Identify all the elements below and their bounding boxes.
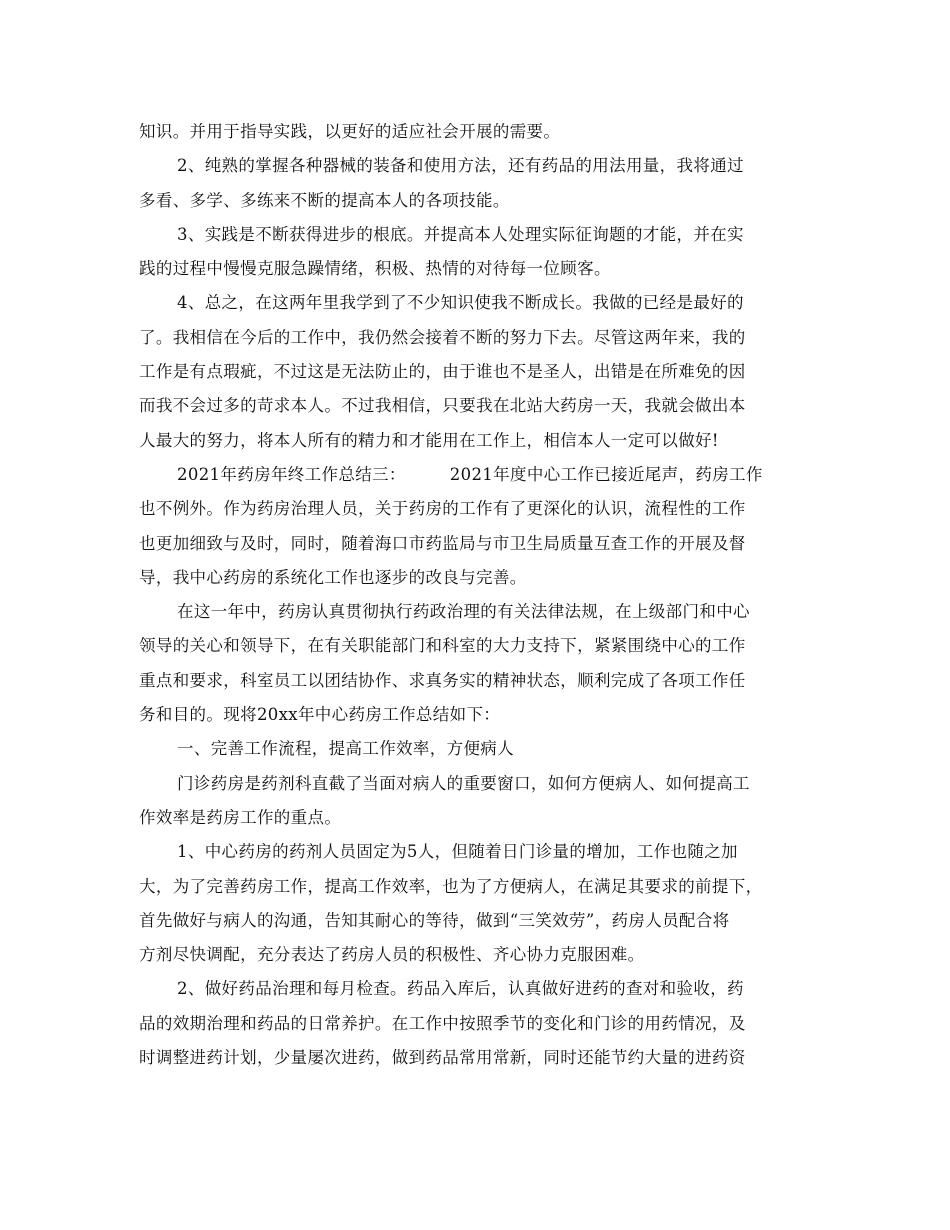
paragraph-start: 4、总之，在这两年里我学到了不少知识使我不断成长。我做的已经是最好的 <box>177 293 744 313</box>
text-line: 重点和要求，科室员工以团结协作、求真务实的精神状态，顺利完成了各项工作任 <box>139 670 746 690</box>
text-line: 工作是有点瑕疵，不过这是无法防止的，由于谁也不是圣人，出错是在所难免的因 <box>139 362 746 382</box>
subheading: 一、完善工作流程，提高工作效率，方便病人 <box>177 739 514 759</box>
text-line: 导，我中心药房的系统化工作也逐步的改良与完善。 <box>139 567 527 587</box>
text-line: 时调整进药计划，少量屡次进药，做到药品常用常新，同时还能节约大量的进药资 <box>139 1048 746 1068</box>
text-line: 而我不会过多的苛求本人。不过我相信，只要我在北站大药房一天，我就会做出本 <box>139 396 746 416</box>
text-line: 了。我相信在今后的工作中，我仍然会接着不断的努力下去。尽管这两年来，我的 <box>139 327 746 347</box>
text-line: 知识。并用于指导实践，以更好的适应社会开展的需要。 <box>139 122 561 141</box>
paragraph-start: 门诊药房是药剂科直截了当面对病人的重要窗口，如何方便病人、如何提高工 <box>177 773 750 793</box>
text-line: 践的过程中慢慢克服急躁情绪，积极、热情的对待每一位顾客。 <box>139 259 611 279</box>
paragraph-start: 在这一年中，药房认真贯彻执行药政治理的有关法律法规，在上级部门和中心 <box>177 602 750 622</box>
text-line: 人最大的努力，将本人所有的精力和才能用在工作上，相信本人一定可以做好! <box>139 430 719 450</box>
text-line: 也更加细致与及时，同时，随着海口市药监局与市卫生局质量互查工作的开展及督 <box>139 533 746 553</box>
text-line: 也不例外。作为药房治理人员，关于药房的工作有了更深化的认识，流程性的工作 <box>139 499 746 519</box>
paragraph-start: 1、中心药房的药剂人员固定为5人，但随着日门诊量的增加，工作也随之加 <box>177 842 738 862</box>
text-line: 作效率是药房工作的重点。 <box>139 807 342 827</box>
paragraph-start: 3、实践是不断获得进步的根底。并提高本人处理实际征询题的才能，并在实 <box>177 224 744 244</box>
text-line: 首先做好与病人的沟通，告知其耐心的等待，做到“三笑效劳”，药房人员配合将 <box>139 910 730 930</box>
text-line: 领导的关心和领导下，在有关职能部门和科室的大力支持下，紧紧围绕中心的工作 <box>139 636 746 656</box>
text-line: 务和目的。现将20xx年中心药房工作总结如下： <box>139 705 501 725</box>
text-line: 品的效期治理和药品的日常养护。在工作中按照季节的变化和门诊的用药情况，及 <box>139 1013 746 1033</box>
section-heading-line <box>139 458 815 492</box>
text-line: 大，为了完善药房工作，提高工作效率，也为了方便病人，在满足其要求的前提下， <box>139 876 763 896</box>
text-line: 方剂尽快调配，充分表达了药房人员的积极性、齐心协力克服困难。 <box>139 945 645 965</box>
text-line: 多看、多学、多练来不断的提高本人的各项技能。 <box>139 190 510 210</box>
paragraph-start: 2、纯熟的掌握各种器械的装备和使用方法，还有药品的用法用量，我将通过 <box>177 156 744 176</box>
document-body <box>139 115 815 1075</box>
paragraph-start: 2、做好药品治理和每月检查。药品入库后，认真做好进药的查对和验收，药 <box>177 979 744 999</box>
section-heading: 2021年药房年终工作总结三： <box>177 464 406 484</box>
text-segment: 2021年度中心工作已接近尾声，药房工作 <box>449 464 763 484</box>
